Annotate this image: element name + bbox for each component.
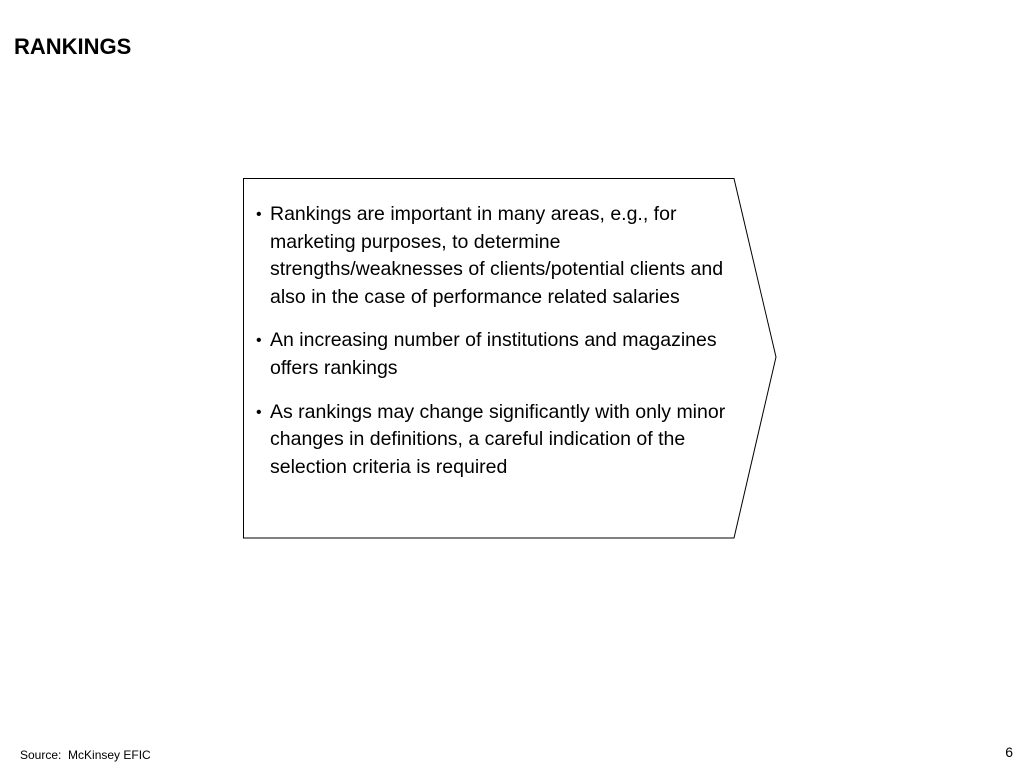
source-value: McKinsey EFIC	[68, 748, 151, 762]
bullet-item	[256, 201, 726, 311]
bullet-text: An increasing number of institutions and magazines offers rankings	[270, 329, 717, 379]
bullet-list	[256, 201, 726, 497]
bullet-text: As rankings may change significantly with only minor changes in definitions, a careful indication of the selection criteria is required	[270, 400, 726, 478]
bullet-item	[256, 399, 726, 482]
page-number: 6	[1005, 744, 1013, 760]
source-label: Source:	[20, 748, 62, 762]
bullet-icon: •	[256, 206, 262, 223]
bullet-item	[256, 327, 726, 382]
bullet-icon: •	[256, 332, 262, 350]
slide-title: RANKINGS	[14, 34, 132, 59]
source-note	[20, 748, 151, 762]
bullet-icon: •	[256, 403, 262, 421]
bullet-text: Rankings are important in many areas, e.g., for marketing purposes, to determine strengths/weaknesses of clients/potential clients and also in the case of performance related salaries	[270, 203, 724, 308]
